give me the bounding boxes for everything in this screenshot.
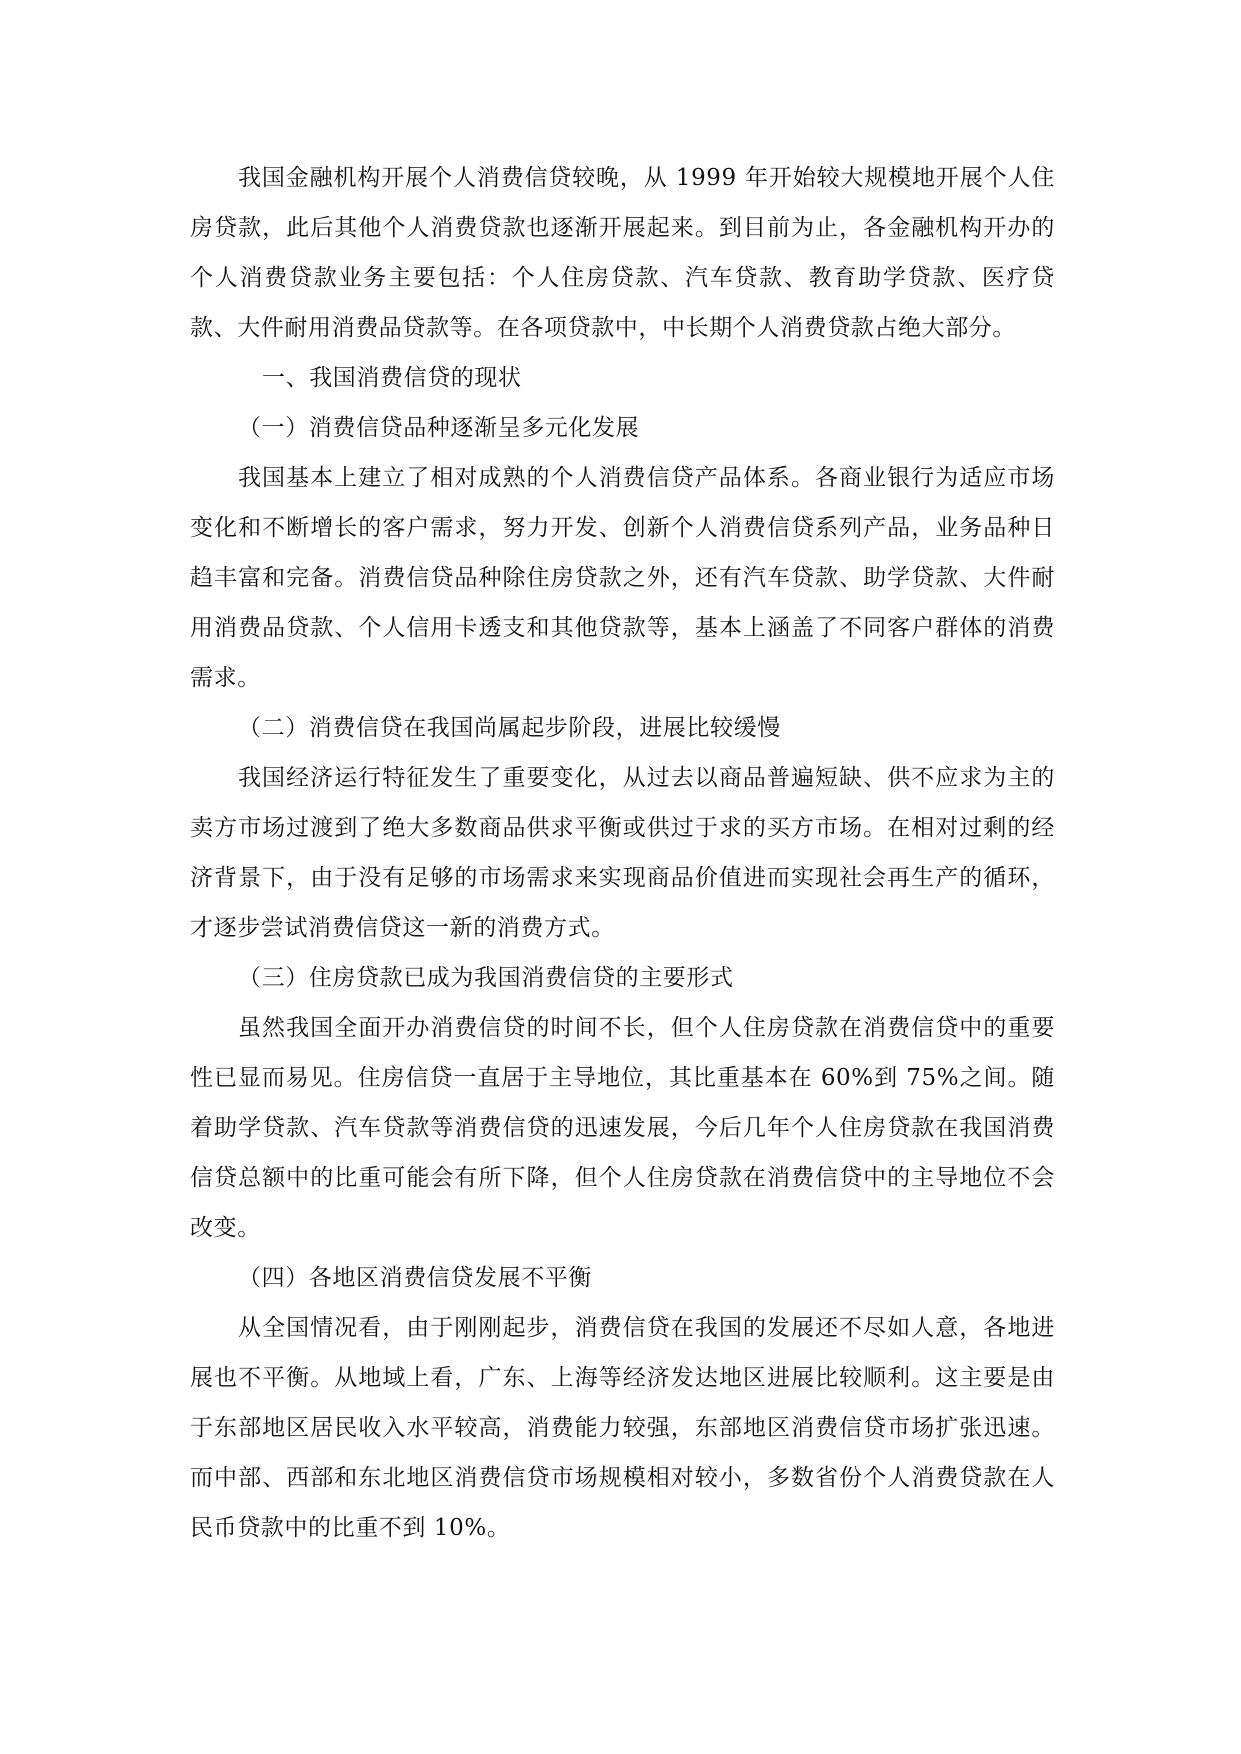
subsection-heading-1: （一）消费信贷品种逐渐呈多元化发展 — [238, 415, 640, 441]
section-heading-1: 一、我国消费信贷的现状 — [262, 365, 522, 391]
subsection-paragraph-2: 我国经济运行特征发生了重要变化，从过去以商品普遍短缺、供不应求为主的卖方市场过渡到了绝大多数商品供求平衡或供过于求的买方市场。在相对过剩的经济背景下，由于没有足够的市场需求来实现商品价值进而实现社会再生产的循环，才逐步尝试消费信贷这一新的消费方式。 — [190, 765, 1055, 941]
document-body — [190, 153, 1055, 1553]
subsection-paragraph-4: 从全国情况看，由于刚刚起步，消费信贷在我国的发展还不尽如人意，各地进展也不平衡。从地域上看，广东、上海等经济发达地区进展比较顺利。这主要是由于东部地区居民收入水平较高，消费能力较强，东部地区消费信贷市场扩张迅速。而中部、西部和东北地区消费信贷市场规模相对较小，多数省份个人消费贷款在人民币贷款中的比重不到 10%。 — [190, 1315, 1055, 1541]
subsection-heading-2: （二）消费信贷在我国尚属起步阶段，进展比较缓慢 — [238, 715, 781, 741]
subsection-paragraph-3: 虽然我国全面开办消费信贷的时间不长，但个人住房贷款在消费信贷中的重要性已显而易见。住房信贷一直居于主导地位，其比重基本在 60%到 75%之间。随着助学贷款、汽车贷款等消费信贷的迅速发展，今后几年个人住房贷款在我国消费信贷总额中的比重可能会有所下降，但个人住房贷款在消费信贷中的主导地位不会改变。 — [190, 1015, 1055, 1241]
intro-paragraph: 我国金融机构开展个人消费信贷较晚，从 1999 年开始较大规模地开展个人住房贷款，此后其他个人消费贷款也逐渐开展起来。到目前为止，各金融机构开办的个人消费贷款业务主要包括：个人住房贷款、汽车贷款、教育助学贷款、医疗贷款、大件耐用消费品贷款等。在各项贷款中，中长期个人消费贷款占绝大部分。 — [190, 165, 1055, 341]
subsection-heading-3: （三）住房贷款已成为我国消费信贷的主要形式 — [238, 965, 734, 991]
subsection-paragraph-1: 我国基本上建立了相对成熟的个人消费信贷产品体系。各商业银行为适应市场变化和不断增长的客户需求，努力开发、创新个人消费信贷系列产品，业务品种日趋丰富和完备。消费信贷品种除住房贷款之外，还有汽车贷款、助学贷款、大件耐用消费品贷款、个人信用卡透支和其他贷款等，基本上涵盖了不同客户群体的消费需求。 — [190, 465, 1055, 691]
subsection-heading-4: （四）各地区消费信贷发展不平衡 — [238, 1265, 592, 1291]
